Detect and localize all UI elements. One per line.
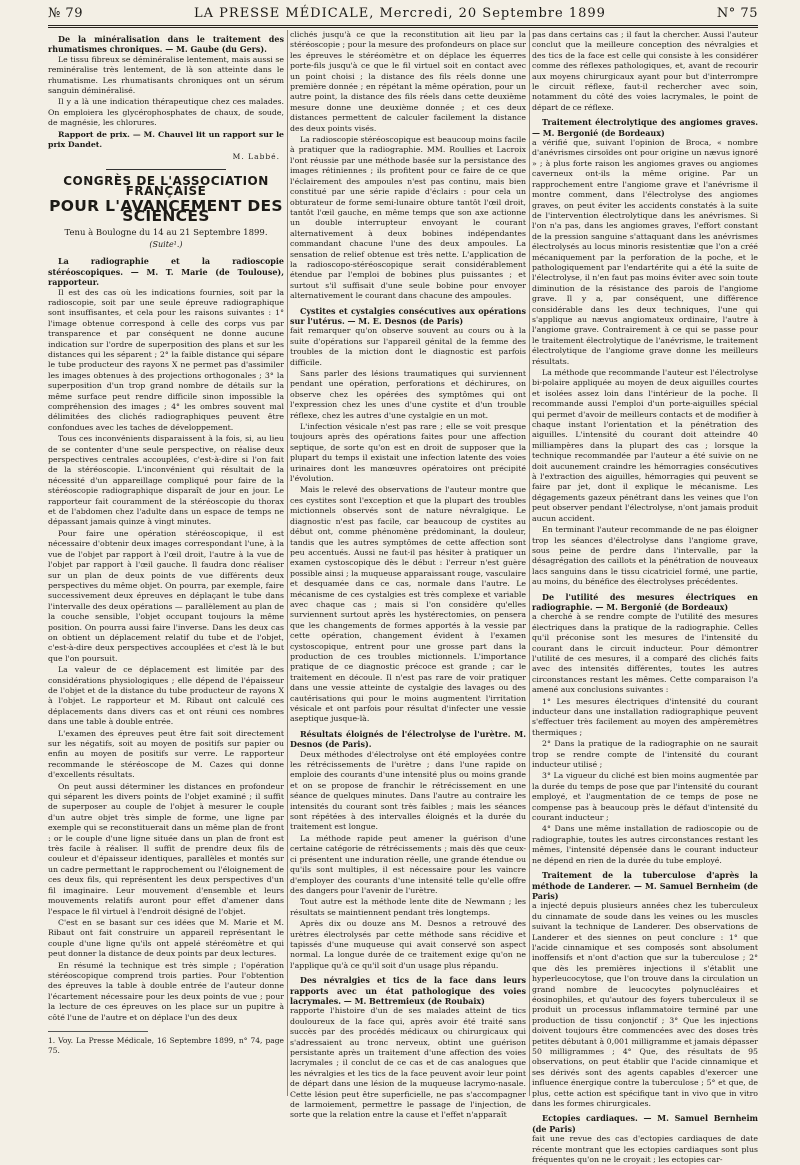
paragraph: En résumé la technique est très simple ; l'opération stéréoscopique comprend trois parties. Pour l'obtention des épreuves la table à double entrée de l'auteur donne l'écartement nécessaire pour les deux points de vue ; pour la lecture de ces épreuves on les place sur un pupitre à côté l'une de l'autre et on déplace l'un des deux bbox=[48, 960, 284, 1022]
paragraph: La valeur de ce déplacement est limitée par des considérations physiologiques ; elle dépend de l'épaisseur de l'objet et de la distance du tube producteur de rayons X à l'objet. Le rapporteur et M. Ribaut ont calculé ces déplacements dans divers cas et ont réuni ces nombres dans une table à double entrée. bbox=[48, 665, 284, 727]
paragraph: fait remarquer qu'on observe souvent au cours ou à la suite d'opérations sur l'appareil génital de la femme des troubles de la miction dont le diagnostic est parfois difficile. bbox=[290, 326, 526, 367]
article-heading: Des névralgies et tics de la face dans leurs rapports avec un état pathologique des voies lacrymales. — M. Bettremieux (de Roubaix) bbox=[290, 975, 526, 1006]
paragraph: Après dix ou douze ans M. Desnos a retrouvé des urètres électrolysés par cette méthode sans récidive et tapissés d'une muqueuse qui avait conservé son aspect normal. La longue durée de ce traitement exige qu'on ne l'applique qu'à ce qu'il soit d'un usage plus répandu. bbox=[290, 919, 526, 970]
congress-title: CONGRÈS DE L'ASSOCIATION FRANÇAISE bbox=[63, 173, 269, 199]
paragraph: C'est en se basant sur ces idées que M. Marie et M. Ribaut ont fait construire un appareil représentant le couple d'une ligne qu'ils ont appelé stéréomètre et qui peut donner la distance de deux points par deux lectures. bbox=[48, 917, 284, 959]
paragraph: clichés jusqu'à ce que la reconstitution ait lieu par la stéréoscopie ; pour la mesure des profondeurs on place sur les épreuves le stéréomètre et on déplace les équerres porte-fils jusqu'à ce que le fil virtuel soit en contact avec un point choisi ; la distance des fils réels donne une première donnée ; en répétant la même opération, pour un autre point, la distance des fils réels dans cette deuxième mesure donne une deuxième donnée ; et ces deux distances permettent de calculer facilement la distance des deux points visés. bbox=[290, 30, 526, 133]
paragraph: fait une revue des cas d'ectopies cardiaques de date récente montrant que les ectopies cardiaques sont plus fréquentes qu'on ne le croyait ; les ectopies car- bbox=[532, 1134, 758, 1165]
paragraph: Pour faire une opération stéréoscopique, il est nécessaire d'obtenir deux images correspondant l'une, à la vue de l'objet par rapport à l'œil droit, l'autre à la vue de l'objet par rapport à l'œil gauche. Il faudra donc réaliser sur un plan de deux points de vue différents deux perspectives du même objet. On pourra, par exemple, faire successivement deux épreuves en déplaçant le tube dans l'intervalle des deux opérations — parallèlement au plan de la couche sensible, l'objet occupant toujours la même position. On pourra aussi faire l'inverse. Dans les deux cas on obtient un déplacement relatif du tube et de l'objet, c'est-à-dire deux perspectives accouplées et c'est là le but que l'on poursuit. bbox=[48, 528, 284, 663]
paragraph: pas dans certains cas ; il faut la chercher. Aussi l'auteur conclut que la meilleure conception des névralgies et des tics de la face est celle qui consiste à les considérer comme des réflexes pathologiques, et, avant de recourir aux moyens chirurgicaux ayant pour but d'interrompre le circuit réflexe, faut-il rechercher avec soin, notamment du côté des voies lacrymales, le point de départ de ce réflexe. bbox=[532, 30, 758, 112]
paragraph: Tous ces inconvénients disparaissent à la fois, si, au lieu de se contenter d'une seule perspective, on réalise deux perspectives centrales accouplées, c'est-à-dire si l'on fait de la stéréoscopie. L'inconvénient qui résultait de la nécessité d'un appareillage compliqué pour faire de la stéréoscopie radiographique disparaît de jour en jour. Le rapporteur fait couramment de la stéréoscopie du thorax et de l'abdomen chez l'adulte dans un espace de temps ne dépassant jamais quinze à vingt minutes. bbox=[48, 434, 284, 527]
paragraph: La méthode que recommande l'auteur est l'électrolyse bi-polaire appliquée au moyen de deux aiguilles courtes et isolées assez loin dans l'intérieur de la poche. Il recommande aussi l'emploi d'un porte-aiguilles spécial qui permet d'avoir de meilleurs contacts et de modifier à chaque instant l'orientation et la pénétration des aiguilles. L'intensité du courant doit atteindre 40 milliampères dans la plupart des cas ; lorsque la technique recommandée par l'auteur a été suivie on ne doit aucunement craindre les hémorragies consécutives à l'extraction des aiguilles, hémorragies qui peuvent se faire par jet, dont il explique le mécanisme. Les dégagements gazeux pénétrant dans les veines que l'on peut observer pendant l'électrolyse, n'ont jamais produit aucun accident. bbox=[532, 368, 758, 523]
divider bbox=[106, 169, 226, 170]
column-separator bbox=[287, 30, 288, 1096]
paragraph: La radioscopie stéréoscopique est beaucoup moins facile à pratiquer que la radiographie. MM. Roullies et Lacroix l'ont réussie par une méthode basée sur la persistance des images rétiniennes ; ils profitent pour ce faire de ce que l'éclairement des ampoules n'est pas continu, mais bien constitué par une série rapide d'éclairs : pour cela un obturateur de forme semi-lunaire obture tantôt l'œil droit, tantôt l'œil gauche, en même temps que son axe actionne un double interrupteur envoyant le courant alternativement à deux bobines indépendantes commandant chacune l'une des deux ampoules. La sensation de relief obtenue est très nette. L'application de la radioscopo-stéréoscopique serait considérablement étendue par l'emploi de bobines plus puissantes ; et surtout s'il suffisait d'une seule bobine pour envoyer alternativement le courant dans chacune des ampoules. bbox=[290, 135, 526, 301]
paragraph: Mais le relevé des observations de l'auteur montre que ces cystites sont l'exception et que la plupart des troubles mictionnels observés sont de nature névralgique. Le diagnostic n'est pas facile, car beaucoup de cystites au début ont, comme phénomène prédominant, la douleur, tandis que les autres symptômes de cette affection sont peu accentués. Aussi ne faut-il pas hésiter à pratiquer un examen cystoscopique dès le début : l'erreur n'est guère possible ainsi ; la muqueuse apparaissant rouge, vasculaire et desquamée dans ce cas, normale dans l'autre. Le mécanisme de ces cystalgies est très complexe et variable avec chaque cas ; mais si l'on considère qu'elles surviennent surtout après les hystérectomies, on pensera que les changements de formes apportés à la vessie par cette opération, changement évident à l'examen cystoscopique, entrent pour une grosse part dans la production de ces troubles mictionnels. L'importance pratique de ce diagnostic précoce est grande ; car le traitement en découle. Il n'est pas rare de voir pratiquer dans une vessie atteinte de cystalgie des lavages ou des cautérisations qui pour le moins augmentent l'irritation vésicale et ont parfois pour résultat d'infecter une vessie aseptique jusque-là. bbox=[290, 485, 526, 724]
signature: M. Labbé. bbox=[232, 152, 280, 162]
paragraph: Sans parler des lésions traumatiques qui surviennent pendant une opération, perforations et déchirures, on observe chez les opérées des symptômes qui ont l'expression chez les unes d'une cystite et d'un trouble réflexe, chez les autres d'une cystalgie en un mot. bbox=[290, 369, 526, 420]
article-heading: Résultats éloignés de l'électrolyse de l'urètre. M. Desnos (de Paris). bbox=[290, 728, 526, 750]
article-heading: Ectopies cardiaques. — M. Samuel Bernheim (de Paris) bbox=[532, 1113, 758, 1134]
paragraph: a vérifié que, suivant l'opinion de Broca, « nombre d'anévrismes cirsoïdes ont pour origine un nævus ignoré » ; à plus forte raison les angiomes graves ou angiomes caverneux ont-ils la même origine. Par un rapprochement entre l'angiome grave et l'anévrisme il montre comment, dans l'électrolyse des angiomes graves, on peut éviter les accidents constatés à la suite de l'intervention électrolytique dans les anévrismes. Si l'on n'a pas, dans les angiomes graves, l'effort constant de la pression sanguine s'attaquant dans les anévrismes électrolysés au locus minoris resistentiæ que l'on a créé mécaniquement par la perforation de la poche, et le pathologiquement par l'endartérite qui a été la suite de l'électrolyse, il n'en faut pas moins éviter avec soin toute diminution de la résistance des parois de l'angiome grave. Il y a, par conséquent, une différence considérable dans les deux techniques, l'une qui s'applique au nævus angiomateux ordinaire, l'autre à l'angiome grave. Contrairement à ce qui se passe pour le traitement électrolytique de l'anévrisme, le traitement électrolytique de l'angiome grave donne les meilleurs résultats. bbox=[532, 138, 758, 366]
congress-dates: Tenu à Boulogne du 14 au 21 Septembre 1899. bbox=[64, 227, 268, 238]
paragraph: L'infection vésicale n'est pas rare ; elle se voit presque toujours après des opérations faites pour une affection septique, de sorte qu'on est en droit de supposer que la plupart du temps il existait une infection latente des voies urinaires dont les manœuvres opératoires ont précipité l'évolution. bbox=[290, 422, 526, 484]
header-rule-2 bbox=[48, 27, 758, 28]
paragraph: Rapport de prix. — M. Chauvel lit un rapport sur le prix Dandet. bbox=[48, 129, 284, 150]
paragraph: a injecté depuis plusieurs années chez les tuberculeux du cinnamate de soude dans les veines ou les muscles suivant la technique de Landerer. Des observations de Landerer et des siennes on peut conclure : 1° que l'acide cinnamique et ses composés sont absolument inoffensifs et n'ont d'action que sur la tuberculose ; 2° que dès les premières injections il s'établit une hyperleucocytose, que l'on trouve dans la circulation un grand nombre de leucocytes polynucléaires et éosinophiles, et qu'autour des foyers tuberculeux il se produit un processus inflammatoire terminé par une production de tissu conjonctif ; 3° Que les injections doivent toujours être commencées avec des doses très petites débutant à 0,001 milligramme et jamais dépasser 50 milligrammes ; 4° Que, des résultats de 95 observations, on peut établir que l'acide cinnamique et ses dérivés sont des agents capables d'exercer une influence énergique contre la tuberculose ; 5° et que, de plus, cette action est spécifique tant in vivo que in vitro dans les formes chirurgicales. bbox=[532, 901, 758, 1109]
column-separator bbox=[529, 30, 530, 1096]
paragraph: a cherché à se rendre compte de l'utilité des mesures électriques dans la pratique de la radiographie. Celles qu'il préconise sont les mesures de l'intensité du courant dans le circuit inducteur. Pour démontrer l'utilité de ces mesures, il a comparé des clichés faits avec des intensités différentes, toutes les autres circonstances restant les mêmes. Cette comparaison l'a amené aux conclusions suivantes : bbox=[532, 612, 758, 695]
article-heading: Traitement électrolytique des angiomes graves. — M. Bergonié (de Bordeaux) bbox=[532, 117, 758, 138]
column-3 bbox=[532, 30, 758, 1165]
footnote bbox=[48, 1031, 284, 1056]
page-number: № 79 bbox=[48, 6, 83, 21]
article-heading: Cystites et cystalgies consécutives aux opérations sur l'utérus. — M. E. Desnos (de Paris) bbox=[290, 305, 526, 326]
header-rule bbox=[48, 25, 758, 26]
article-heading: La radiographie et la radioscopie stéréoscopiques. — M. T. Marie (de Toulouse), rapporteur. bbox=[48, 256, 284, 288]
paragraph: 1° Les mesures électriques d'intensité du courant inducteur dans une installation radiographique peuvent s'effectuer très facilement au moyen des ampèremètres thermiques ; bbox=[532, 696, 758, 737]
column-2 bbox=[290, 30, 526, 1120]
running-header bbox=[48, 6, 758, 24]
paragraph: Il est des cas où les indications fournies, soit par la radioscopie, soit par une seule épreuve radiographique sont insuffisantes, et cela pour les raisons suivantes : 1° l'image obtenue correspond à celle des corps vus par transparence et par conséquent ne donne aucune indication sur l'ordre de superposition des plans et sur les distances qui les séparent ; 2° la faible distance qui sépare le tube producteur des rayons X ne permet pas d'assimiler les images obtenues à des projections orthogonales ; 3° la superposition d'un trop grand nombre de détails sur la même surface peut rendre difficile sinon impossible la compréhension des images ; 4° les ombres souvent mal délimitées des clichés radiographiques peuvent être confondues avec les taches de développement. bbox=[48, 287, 284, 432]
column-1 bbox=[48, 30, 284, 1096]
article-heading: De la minéralisation dans le traitement des rhumatismes chroniques. — M. Gaube (du Gers). bbox=[48, 34, 284, 55]
paragraph: La méthode rapide peut amener la guérison d'une certaine catégorie de rétrécissements ; mais dès que ceux-ci présentent une induration réelle, une grande étendue ou qu'ils sont multiples, il est nécessaire pour les vaincre d'employer des courants d'une intensité telle qu'elle offre des dangers pour l'avenir de l'urètre. bbox=[290, 833, 526, 895]
article-heading: Traitement de la tuberculose d'après la méthode de Landerer. — M. Samuel Bernheim (de Paris) bbox=[532, 870, 758, 901]
paragraph: Il y a là une indication thérapeutique chez ces malades. On emploiera les glycérophosphates de chaux, de soude, de magnésie, les chlorures. bbox=[48, 97, 284, 128]
paragraph: Tout autre est la méthode lente dite de Newmann ; les résultats se maintiennent pendant très longtemps. bbox=[290, 897, 526, 917]
paragraph: On peut aussi déterminer les distances en profondeur qui séparent les divers points de l'objet examiné ; il suffit de superposer au couple de l'objet à mesurer le couple d'un autre objet très simple de forme, une ligne par exemple qui se reconstituerait dans un même plan de front : or le couple d'une ligne située dans un plan de front est très facile à réaliser. Il suffit de prendre deux fils de couleur et d'épaisseur identiques, parallèles et montés sur un cadre permettant le rapprochement ou l'éloignement de ces deux fils, qui représentent les deux perspectives d'un fil imaginaire. Leur mouvement d'ensemble et leurs mouvements relatifs auront pour effet d'amener dans l'espace le fil virtuel à l'endroit désigné de l'objet. bbox=[48, 781, 284, 916]
paragraph: 4° Dans une même installation de radioscopie ou de radiographie, toutes les autres circonstances restant les mêmes, l'intensité dépensée dans le courant inducteur ne dépend en rien de la durée du tube employé. bbox=[532, 824, 758, 865]
paragraph: En terminant l'auteur recommande de ne pas éloigner trop les séances d'électrolyse dans l'angiome grave, sous peine de perdre dans l'intervalle, par la désagrégation des caillots et la pénétration de nouveaux lacs sanguins dans le tissu cicatriciel formé, une partie, au moins, du bénéfice des électrolyses précédentes. bbox=[532, 525, 758, 587]
paragraph: rapporte l'histoire d'un de ses malades atteint de tics douloureux de la face qui, après avoir été traité sans succès par des procédés médicaux ou chirurgicaux qui s'adressaient au tronc nerveux, obtint une guérison persistante après un traitement d'une affection des voies lacrymales ; il conclut de ce cas et de cas analogues que les névralgies et les tics de la face peuvent avoir leur point de départ dans une lésion de la muqueuse lacrymo-nasale. Cette lésion peut être superficielle, ne pas s'accompagner de larmoiement, permettre le passage de l'injection, de sorte que la relation entre la cause et l'effet n'apparaît bbox=[290, 1006, 526, 1120]
article-heading: De l'utilité des mesures électriques en radiographie. — M. Bergonié (de Bordeaux) bbox=[532, 591, 758, 612]
paragraph: Le tissu fibreux se déminéralise lentement, mais aussi se reminéralise très lentement, de là son atteinte dans le rhumatisme. Les rhumatisants chroniques ont un sérum sanguin déminéralisé. bbox=[48, 54, 284, 96]
issue-number: N° 75 bbox=[716, 6, 758, 21]
congress-heading: POUR L'AVANCEMENT DES SCIENCES bbox=[49, 196, 283, 226]
journal-title: LA PRESSE MÉDICALE, Mercredi, 20 Septembre 1899 bbox=[194, 6, 606, 21]
footnote-text: 1. Voy. La Presse Médicale, 16 Septembre 1899, n° 74, page 75. bbox=[48, 1035, 284, 1055]
paragraph: 3° La vigueur du cliché est bien moins augmentée par la durée du temps de pose que par l'intensité du courant employé, et l'augmentation de ce temps de pose ne compense pas à beaucoup près le défaut d'intensité du courant inducteur ; bbox=[532, 771, 758, 823]
congress-suite: (Suite¹.) bbox=[149, 239, 183, 249]
paragraph: 2° Dans la pratique de la radiographie on ne saurait trop se rendre compte de l'intensité du courant inducteur utilisé ; bbox=[532, 739, 758, 770]
paragraph: Deux méthodes d'électrolyse ont été employées contre les rétrécissements de l'urètre ; dans l'une rapide on emploie des courants d'une intensité plus ou moins grande et on se propose de franchir le rétrécissement en une séance de quelques minutes. Dans l'autre au contraire les intensités du courant sont très faibles ; mais les séances sont répétées à des intervalles éloignés et la durée du traitement est longue. bbox=[290, 749, 526, 832]
paragraph: L'examen des épreuves peut être fait soit directement sur les négatifs, soit au moyen de positifs sur papier ou enfin au moyen de positifs sur verre. Le rapporteur recommande le stéréoscope de M. Cazes qui donne d'excellents résultats. bbox=[48, 728, 284, 780]
